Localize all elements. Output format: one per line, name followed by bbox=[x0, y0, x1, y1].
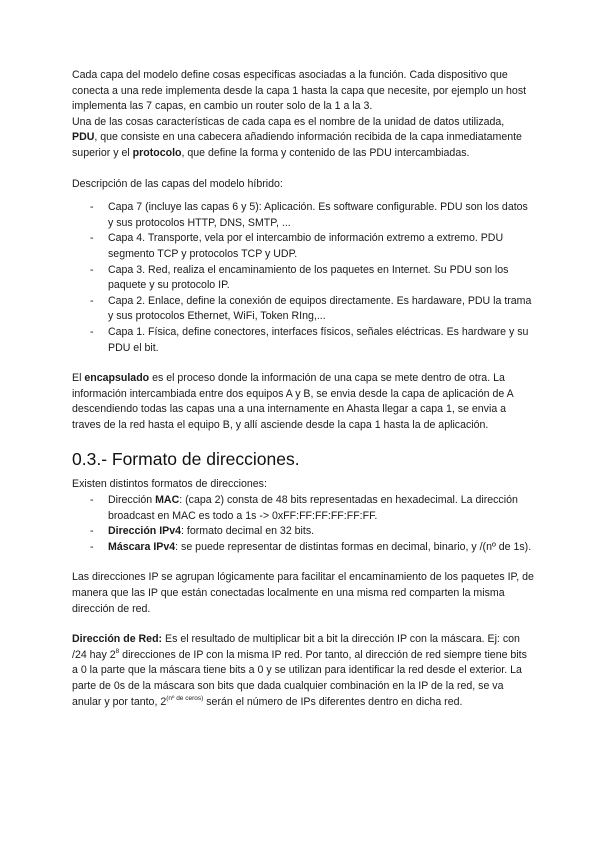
ipv4-term: Dirección IPv4 bbox=[108, 525, 182, 538]
list-item: - Capa 7 (incluye las capas 6 y 5): Aplicación. Es software configurable. PDU son los datos y sus protocolos HTTP, DNS, SMTP, ... bbox=[72, 200, 534, 231]
network-address-paragraph bbox=[72, 632, 534, 710]
mask-term: Máscara IPv4 bbox=[108, 540, 176, 553]
red-text-c: serán el número de IPs diferentes dentro en dicha red. bbox=[206, 695, 463, 708]
red-text-b: direcciones de IP con la misma IP red. Por tanto, al dirección de red siempre tiene bits a 0 la parte que la máscara tiene bits a 0 y se utilizan para identificar la red desde el exterior. La parte de 0s de la máscara son bits que dada cualquier combinación en la IP de la red, se va anular y por tanto, 2 bbox=[72, 648, 527, 708]
layers-list bbox=[72, 200, 534, 356]
intro-text: Cada capa del modelo define cosas especificas asociadas a la función. Cada dispositivo que conecta a una rede implementa desde la capa 1 hasta la capa que necesite, por ejemplo un host implementa las 7 capas, en cambio un router solo de la 1 a la 3. bbox=[72, 69, 527, 113]
intro-paragraph bbox=[72, 68, 534, 162]
encap-text-a: El bbox=[72, 372, 82, 385]
document-body bbox=[72, 68, 534, 710]
list-item: - Capa 1. Física, define conectores, interfaces físicos, señales eléctricas. Es hardware y su PDU el bit. bbox=[72, 325, 534, 356]
list-item bbox=[72, 524, 534, 540]
ipv4-text: : formato decimal en 32 bits. bbox=[181, 525, 315, 538]
intro-text-4: , que define la forma y contenido de las PDU intercambiadas. bbox=[181, 146, 470, 159]
mac-text-b: : (capa 2) consta de 48 bits representadas en hexadecimal. La dirección broadcast en MAC es todo a 1s -> 0xFF:FF:FF:FF:FF:FF. bbox=[108, 494, 518, 522]
intro-text-2: Una de las cosas características de cada capa es el nombre de la unidad de datos utilizada, bbox=[72, 115, 505, 128]
network-address-term: Dirección de Red: bbox=[72, 633, 163, 646]
list-item bbox=[72, 540, 534, 556]
encapsulation-paragraph bbox=[72, 371, 534, 433]
mac-term: MAC bbox=[155, 494, 180, 507]
encap-text-b: es el proceso donde la información de una capa se mete dentro de otra. La información intercambiada entre dos equipos A y B, se envia desde la capa de aplicación de A descendiendo todas las capas una a una internamente en Ahasta llegar a capa 1, se envia a traves de la red hasta el equipo B, y allí asciende desde la capa 1 hasta la de aplicación. bbox=[72, 372, 514, 431]
mac-text-a: Dirección bbox=[108, 494, 153, 507]
mask-text: : se puede representar de distintas formas en decimal, binario, y /(nº de 1s). bbox=[175, 540, 532, 553]
encapsulado-term: encapsulado bbox=[84, 372, 150, 385]
layers-intro: Descripción de las capas del modelo híbrido: bbox=[72, 177, 283, 190]
list-item: - Capa 3. Red, realiza el encaminamiento de los paquetes en Internet. Su PDU son los paquete y su protocolo IP. bbox=[72, 263, 534, 294]
pdu-term: PDU bbox=[72, 131, 95, 144]
section-heading: 0.3.- Formato de direcciones. bbox=[72, 449, 300, 470]
formats-list bbox=[72, 493, 534, 555]
list-item: - Capa 2. Enlace, define la conexión de equipos directamente. Es hardaware, PDU la trama y sus protocolos Ethernet, WiFi, Token RIng,... bbox=[72, 294, 534, 325]
list-item: - Capa 4. Transporte, vela por el intercambio de información extremo a extremo. PDU segmento TCP y protocolos TCP y UDP. bbox=[72, 231, 534, 262]
superscript: 8 bbox=[115, 647, 120, 655]
grouping-paragraph: Las direcciones IP se agrupan lógicamente para facilitar el encaminamiento de los paquetes IP, de manera que las IP que están conectadas localmente en una misma red comparten la misma dirección de red. bbox=[72, 571, 534, 615]
red-text-a: Es el resultado de multiplicar bit a bit la dirección IP con la máscara. Ej: con /24 hay 2 bbox=[72, 633, 520, 661]
formats-intro: Existen distintos formatos de direcciones: bbox=[72, 478, 267, 491]
superscript: (nº de ceros) bbox=[166, 694, 204, 702]
protocolo-term: protocolo bbox=[132, 146, 182, 159]
intro-text-3: , que consiste en una cabecera añadiendo información recibida de la capa inmediatamente superior y el bbox=[72, 131, 522, 159]
list-item bbox=[72, 493, 534, 524]
